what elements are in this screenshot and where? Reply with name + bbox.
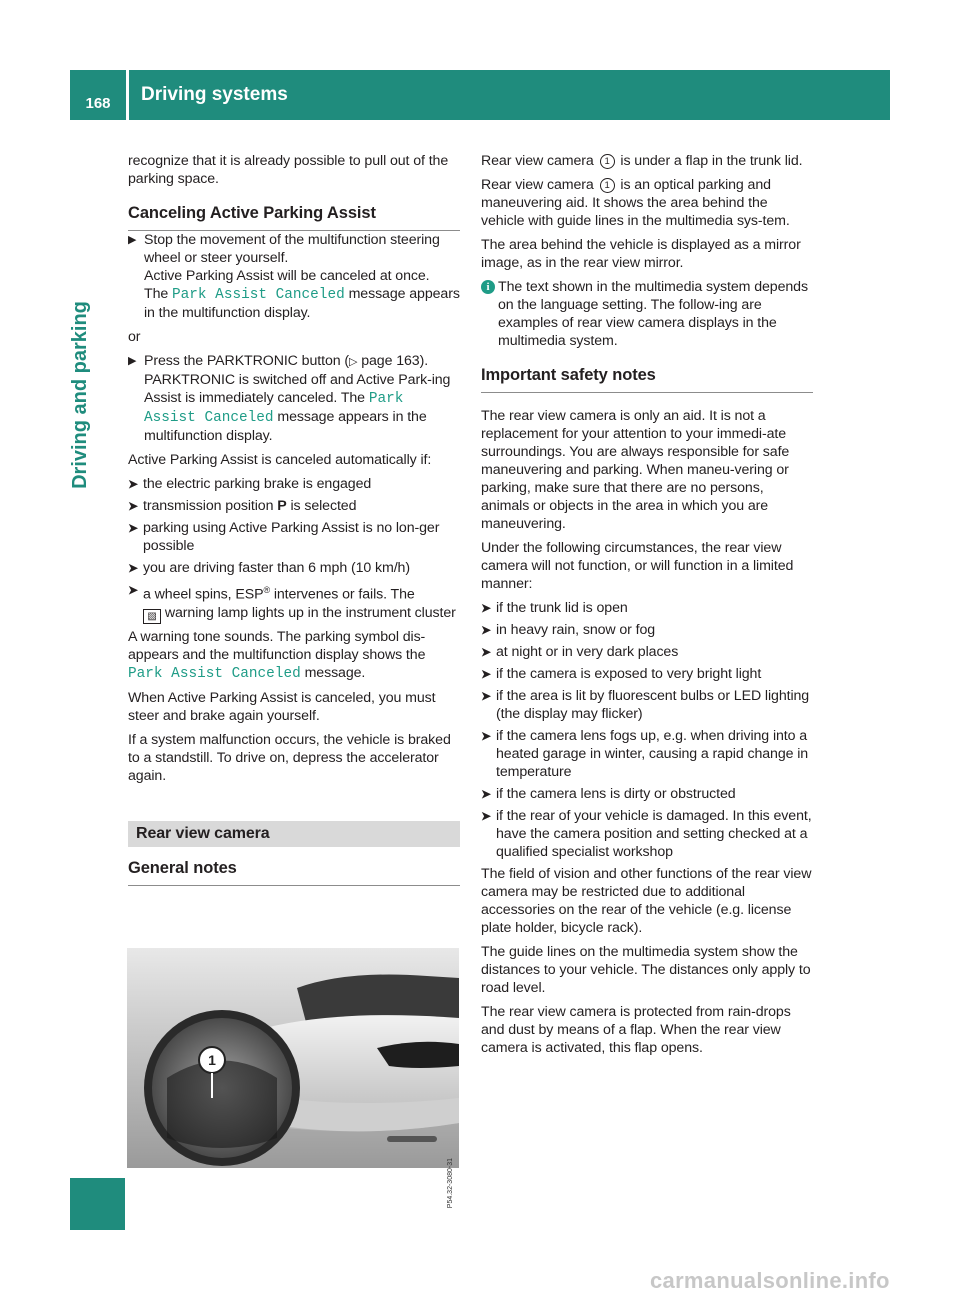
esp-warning-lamp-icon: ▧ — [143, 609, 161, 624]
heading-canceling: Canceling Active Parking Assist — [128, 204, 460, 231]
malfunction-text: If a system malfunction occurs, the vehicle is braked to a standstill. To drive on, depress the accelerator again. — [128, 731, 451, 784]
left-column — [128, 152, 460, 886]
list-item: ➤ at night or in very dark places — [481, 644, 679, 660]
bullet-icon: ➤ — [481, 809, 491, 823]
steer-text: When Active Parking Assist is canceled, you must steer and brake again yourself. — [128, 689, 436, 724]
display-message: Park Assist Canceled — [172, 287, 345, 303]
guide-lines-text: The guide lines on the multimedia system show the distances to your vehicle. The distances only apply to road level. — [481, 944, 811, 996]
bullet-icon: ➤ — [481, 689, 491, 703]
page-ref-icon: ▷ — [349, 356, 358, 368]
step-arrow-icon: ▶ — [128, 355, 137, 367]
list-item: ➤ if the camera lens is dirty or obstructed — [481, 786, 736, 802]
page-number: 168 — [85, 95, 111, 112]
step-stop-movement: ▶ Stop the movement of the multifunction steering wheel or steer yourself. Active Parking Assist will be canceled at once. The Park Assist Canceled message appears in the multifunction display. — [128, 232, 460, 321]
list-item: ➤ transmission position P is selected — [128, 498, 357, 514]
bullet-icon: ➤ — [128, 521, 138, 535]
list-item: ➤ if the camera is exposed to very bright light — [481, 666, 762, 682]
callout-1-icon: 1 — [600, 154, 615, 169]
side-tab-label: Driving and parking — [68, 301, 91, 489]
heading-rear-view-camera: Rear view camera — [128, 821, 460, 847]
watermark: carmanualsonline.info — [650, 1268, 890, 1293]
bullet-icon: ➤ — [128, 499, 138, 513]
exhaust — [387, 1136, 437, 1142]
info-note: i The text shown in the multimedia system depends on the language setting. The follow-ing are examples of rear view camera displays in the multimedia system. — [481, 278, 813, 350]
limitations-intro: Under the following circumstances, the rear view camera will not function, or will function in a limited manner: — [481, 540, 794, 592]
section-title: Driving systems — [141, 84, 288, 105]
heading-general-notes: General notes — [128, 859, 460, 886]
or-text: or — [128, 329, 141, 345]
field-of-vision-text: The field of vision and other functions of the rear view camera may be restricted due to additional accessories on the rear of the vehicle (e.g. license plate holder, bicycle rack). — [481, 866, 812, 936]
figure-code: P54.32-3080-31 — [447, 1158, 454, 1209]
bullet-icon: ➤ — [481, 667, 491, 681]
intro-text: recognize that it is already possible to pull out of the parking space. — [128, 153, 449, 187]
list-item: ➤ parking using Active Parking Assist is no lon-ger possible — [128, 520, 440, 554]
list-item: ➤ you are driving faster than 6 mph (10 km/h) — [128, 560, 410, 576]
bullet-icon: ➤ — [128, 561, 138, 575]
header-divider — [126, 70, 129, 120]
bullet-icon: ➤ — [128, 477, 138, 491]
mirror-image-text: The area behind the vehicle is displayed as a mirror image, as in the rear view mirror. — [481, 237, 801, 271]
side-tab-marker — [70, 1178, 125, 1230]
step-press-parktronic: ▶ Press the PARKTRONIC button (▷ page 163). PARKTRONIC is switched off and Active Park-ing Assist is immediately canceled. The Park Assist Canceled message appears in the multifunction display. — [128, 353, 451, 444]
list-item: ➤ if the camera lens fogs up, e.g. when driving into a heated garage in winter, causing a rapid change in temperature — [481, 728, 809, 780]
bullet-icon: ➤ — [481, 623, 491, 637]
info-icon: i — [481, 280, 495, 294]
callout-label: 1 — [208, 1052, 216, 1068]
bullet-icon: ➤ — [481, 601, 491, 615]
bullet-icon: ➤ — [481, 787, 491, 801]
car-rear-illustration — [127, 948, 459, 1209]
tail-light — [377, 1042, 459, 1068]
rear-view-camera-figure — [127, 948, 459, 1209]
list-item: ➤ if the rear of your vehicle is damaged. In this event, have the camera position and setting checked at a qualified specialist workshop — [481, 808, 812, 860]
display-message: Park Assist Canceled — [128, 665, 301, 682]
auto-cancel-intro: Active Parking Assist is canceled automatically if: — [128, 452, 432, 468]
list-item: ➤ in heavy rain, snow or fog — [481, 622, 656, 638]
bullet-icon: ➤ — [128, 583, 138, 597]
list-item: ➤ if the area is lit by fluorescent bulbs or LED lighting (the display may flicker) — [481, 688, 810, 722]
list-item: ➤ the electric parking brake is engaged — [128, 476, 372, 492]
display-message: Park Assist Canceled — [144, 391, 404, 426]
callout-1-icon: 1 — [600, 178, 615, 193]
camera-location-text: Rear view camera 1 is under a flap in the trunk lid. — [481, 153, 803, 169]
flap-text: The rear view camera is protected from rain-drops and dust by means of a flap. When the rear view camera is activated, this flap opens. — [481, 1004, 791, 1056]
heading-safety-notes: Important safety notes — [481, 366, 813, 393]
warning-tone-text: A warning tone sounds. The parking symbol dis-appears and the multifunction display shows the Park Assist Canceled message. — [128, 628, 426, 682]
camera-purpose-text: Rear view camera 1 is an optical parking and maneuvering aid. It shows the area behind the vehicle with guide lines in the multimedia sys-tem. — [481, 177, 790, 229]
step-arrow-icon: ▶ — [128, 234, 137, 246]
list-item: ➤ a wheel spins, ESP® intervenes or fails. The ▧ warning lamp lights up in the instrument cluster — [128, 583, 456, 622]
bullet-icon: ➤ — [481, 645, 491, 659]
page-ref-link[interactable]: page 163). — [361, 353, 429, 369]
list-item: ➤ if the trunk lid is open — [481, 600, 628, 616]
safety-text: The rear view camera is only an aid. It is not a replacement for your attention to your immedi-ate surroundings. You are always responsible for safe maneuvering and parking. When maneu-vering or parking, make sure that there are no persons, animals or objects in the area in which you are maneuvering. — [481, 408, 790, 532]
bullet-icon: ➤ — [481, 729, 491, 743]
right-column — [481, 152, 813, 1063]
